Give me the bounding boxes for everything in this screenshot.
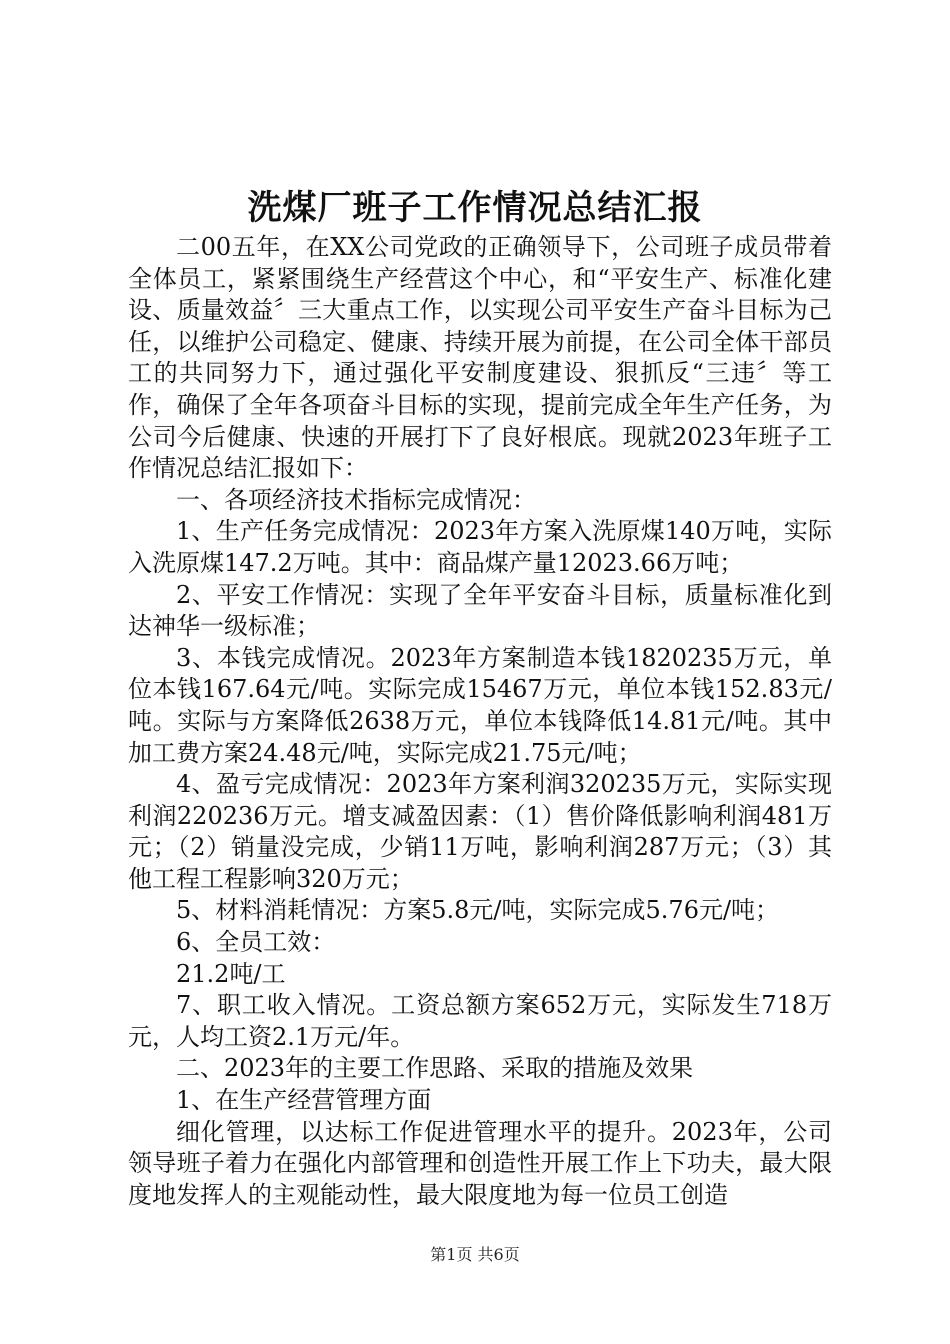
item-profit: 4、盈亏完成情况：2023年方案利润320235万元，实际实现利润220236万元。增支减盈因素：（1）售价降低影响利润481万元；（2）销量没完成，少销11万吨，影响利润287万元；（3）其他工程工程影响320万元；	[128, 770, 832, 893]
document-body	[128, 232, 832, 1211]
paragraph-intro: 二00五年，在XX公司党政的正确领导下，公司班子成员带着全体员工，紧紧围绕生产经营这个中心，和“平安生产、标准化建设、质量效益〞三大重点工作，以实现公司平安生产奋斗目标为己任，以维护公司稳定、健康、持续开展为前提，在公司全体干部员工的共同努力下，通过强化平安制度建设、狠抓反“三违〞等工作，确保了全年各项奋斗目标的实现，提前完成全年生产任务，为公司今后健康、快速的开展打下了良好根底。现就2023年班子工作情况总结汇报如下：	[128, 233, 832, 483]
page-number-footer: 第1页 共6页	[430, 1245, 520, 1264]
subsection-heading-1: 1、在生产经营管理方面	[176, 1086, 432, 1115]
item-production: 1、生产任务完成情况：2023年方案入洗原煤140万吨，实际入洗原煤147.2万吨。其中：商品煤产量12023.66万吨；	[128, 517, 832, 577]
section-heading-2: 二、2023年的主要工作思路、采取的措施及效果	[176, 1054, 694, 1083]
paragraph-management: 细化管理，以达标工作促进管理水平的提升。2023年，公司领导班子着力在强化内部管理和创造性开展工作上下功夫，最大限度地发挥人的主观能动性，最大限度地为每一位员工创造	[128, 1117, 832, 1209]
item-efficiency-value: 21.2吨/工	[176, 959, 286, 988]
item-efficiency: 6、全员工效：	[176, 928, 336, 957]
item-cost: 3、本钱完成情况。2023年方案制造本钱1820235万元，单位本钱167.64元/吨。实际完成15467万元，单位本钱152.83元/吨。实际与方案降低2638万元，单位本钱降低14.81元/吨。其中加工费方案24.48元/吨，实际完成21.75元/吨；	[128, 643, 832, 767]
section-heading-1: 一、各项经济技术指标完成情况：	[176, 485, 536, 514]
item-income: 7、职工收入情况。工资总额方案652万元，实际发生718万元，人均工资2.1万元/年。	[128, 991, 832, 1051]
document-title: 洗煤厂班子工作情况总结汇报	[247, 188, 703, 228]
item-safety: 2、平安工作情况：实现了全年平安奋斗目标，质量标准化到达神华一级标准；	[128, 580, 832, 641]
item-materials: 5、材料消耗情况：方案5.8元/吨，实际完成5.76元/吨；	[176, 896, 780, 925]
